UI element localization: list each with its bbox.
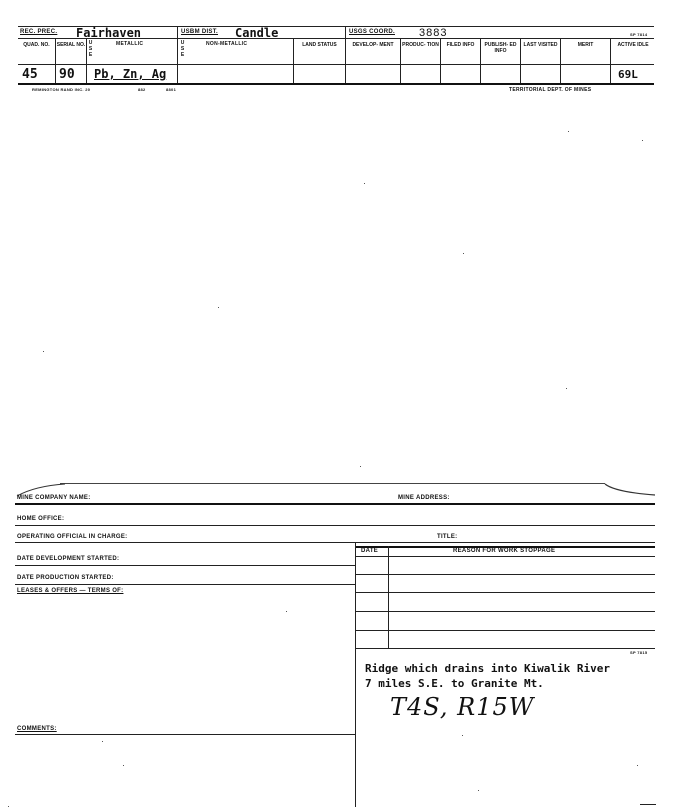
- rule: [18, 64, 654, 65]
- home-office-label: HOME OFFICE:: [17, 516, 65, 522]
- card-curl: [15, 478, 665, 498]
- usgs-coord-label: USGS COORD.: [349, 29, 395, 35]
- speck: [364, 183, 365, 184]
- comments-label: COMMENTS:: [17, 726, 57, 732]
- mine-address-label: MINE ADDRESS:: [398, 495, 450, 501]
- speck: [637, 765, 638, 766]
- date-production-label: DATE PRODUCTION STARTED:: [17, 575, 114, 581]
- rule: [356, 574, 655, 575]
- speck: [566, 388, 567, 389]
- col-quad-no: QUAD. NO.: [23, 42, 50, 48]
- speck: [8, 806, 9, 807]
- rule: [15, 584, 355, 585]
- rec-prec-value: Fairhaven: [76, 26, 142, 40]
- form-number-bottom: SP 7815: [630, 650, 648, 655]
- handwritten-township: T4S, R15W: [390, 693, 535, 721]
- column-divider: [400, 38, 401, 83]
- rule: [356, 611, 655, 612]
- rule: [15, 734, 355, 735]
- col-development: DEVELOP- MENT: [352, 42, 394, 48]
- serial-value: 90: [59, 67, 75, 82]
- usgs-coord-value: 3883: [419, 27, 448, 39]
- date-column-label: DATE: [361, 548, 379, 554]
- speck: [43, 351, 44, 352]
- rule: [356, 630, 655, 631]
- col-filed-info: FILED INFO: [446, 42, 475, 48]
- operating-official-label: OPERATING OFFICIAL IN CHARGE:: [17, 534, 128, 540]
- rule: [356, 648, 655, 649]
- active-idle-value: 69L: [618, 68, 638, 81]
- printer-imprint: REMINGTON RAND INC. 20: [32, 87, 91, 92]
- column-divider: [293, 38, 294, 83]
- mine-company-label: MINE COMPANY NAME:: [17, 495, 91, 501]
- col-use-a: U S E: [88, 40, 93, 58]
- speck: [642, 140, 643, 141]
- metallic-value: Pb, Zn, Ag: [94, 67, 167, 81]
- column-divider: [86, 38, 87, 83]
- column-divider: [440, 38, 441, 83]
- note-line-2: 7 miles S.E. to Granite Mt.: [365, 677, 544, 690]
- speck: [286, 611, 287, 612]
- col-land-status: LAND STATUS: [302, 42, 337, 48]
- column-divider: [560, 38, 561, 83]
- speck: [360, 466, 361, 467]
- leases-label: LEASES & OFFERS — TERMS OF:: [17, 588, 124, 594]
- col-production: PRODUC- TION: [402, 42, 439, 48]
- col-use-b: U S E: [180, 40, 185, 58]
- form-number-top: SP 7814: [630, 32, 648, 37]
- rule: [356, 556, 655, 557]
- speck: [123, 765, 124, 766]
- rule: [15, 503, 655, 505]
- quad-value: 45: [22, 67, 38, 82]
- col-serial-no: SERIAL NO.: [56, 42, 86, 48]
- title-label: TITLE:: [437, 534, 458, 540]
- reason-column-label: REASON FOR WORK STOPPAGE: [453, 548, 556, 554]
- column-divider: [388, 546, 389, 648]
- col-metallic: METALLIC: [116, 41, 144, 47]
- rule: [18, 83, 654, 85]
- rule: [15, 525, 655, 526]
- col-active-idle: ACTIVE IDLE: [617, 42, 649, 48]
- rec-prec-label: REC. PREC.: [20, 29, 58, 35]
- note-line-1: Ridge which drains into Kiwalik River: [365, 662, 611, 675]
- date-development-label: DATE DEVELOPMENT STARTED:: [17, 556, 120, 562]
- edge-mark: [640, 804, 656, 805]
- column-divider: [355, 542, 356, 807]
- column-divider: [177, 26, 178, 83]
- speck: [102, 741, 103, 742]
- column-divider: [610, 38, 611, 83]
- department-name: TERRITORIAL DEPT. OF MINES: [509, 87, 592, 93]
- rule: [15, 565, 355, 566]
- col-last-visited: LAST VISITED: [523, 42, 558, 48]
- column-divider: [345, 38, 346, 83]
- speck: [462, 735, 463, 736]
- speck: [568, 131, 569, 132]
- column-divider: [520, 38, 521, 83]
- speck: [478, 790, 479, 791]
- speck: [463, 253, 464, 254]
- speck: [218, 307, 219, 308]
- col-published-info: PUBLISH- ED INFO: [484, 42, 517, 54]
- usbm-dist-label: USBM DIST.: [181, 29, 219, 35]
- rule: [15, 542, 655, 543]
- printer-code-b: 8801: [166, 87, 177, 92]
- usbm-dist-value: Candle: [235, 26, 279, 40]
- column-divider: [480, 38, 481, 83]
- col-non-metallic: NON-METALLIC: [206, 41, 248, 47]
- col-merit: MERIT: [577, 42, 594, 48]
- rule: [356, 592, 655, 593]
- column-divider: [345, 26, 346, 38]
- printer-code-a: 882: [138, 87, 146, 92]
